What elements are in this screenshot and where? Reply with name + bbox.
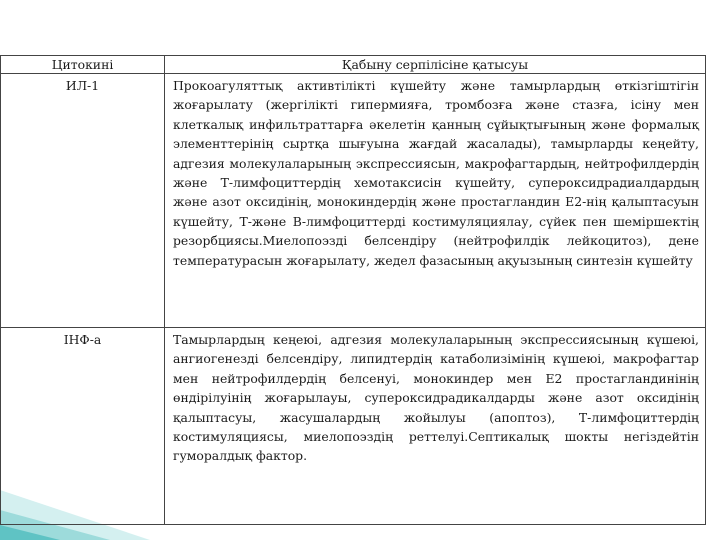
cytokine-name: ІНФ-а — [1, 328, 165, 525]
cytokine-role-description: Прокоагуляттық активтілікті күшейту және тамырлардың өткізгіштігін жоғарылату (жергілікті гипермияға, тромбозға және стазға, ісіну мен клеткалық инфильтраттарға әкелетін қанның сұйықтығының және формалық элементтерінің сыртқа шығуына жағдай жасалады), тамырларды кеңейту, адгезия молекулаларының экспрессиясын, макрофагтардың, нейтрофилдердің және Т-лимфоциттердің хемотаксисін күшейту, супероксидрадиалдардың және азот оксидінің, монокиндердің және простагландин Е2-нің қалыптасуын күшейту, Т-және В-лимфоциттерді костимуляциялау, сүйек пен шеміршектің резорбциясы.Миелопоэзді белсендіру (нейтрофилдік лейкоцитоз), дене температурасын жоғарылату, жедел фазасының ақуызының синтезін күшейту — [165, 74, 706, 328]
cytokine-table — [0, 55, 706, 525]
header-inflammation-role: Қабыну серпілісіне қатысуы — [165, 56, 706, 74]
cytokine-name: ИЛ-1 — [1, 74, 165, 328]
table-row — [1, 328, 706, 525]
table-row — [1, 74, 706, 328]
table-header-row — [1, 56, 706, 74]
cytokine-table-container — [0, 55, 705, 525]
cytokine-role-description: Тамырлардың кеңеюі, адгезия молекулаларының экспрессиясының күшеюі, ангиогенезді белсендіру, липидтердің катаболизімінің күшеюі, макрофагтар мен нейтрофилдердің белсенуі, монокиндер мен Е2 простагландинінің өндірілуінің жоғарылауы, супероксидрадикалдарды және азот оксидінің қалыптасуы, жасушалардың жойылуы (апоптоз), Т-лимфоциттердің костимуляциясы, миелопоэздің реттелуі.Септикалық шокты негіздейтін гуморалдық фактор. — [165, 328, 706, 525]
header-cytokine: Цитокині — [1, 56, 165, 74]
